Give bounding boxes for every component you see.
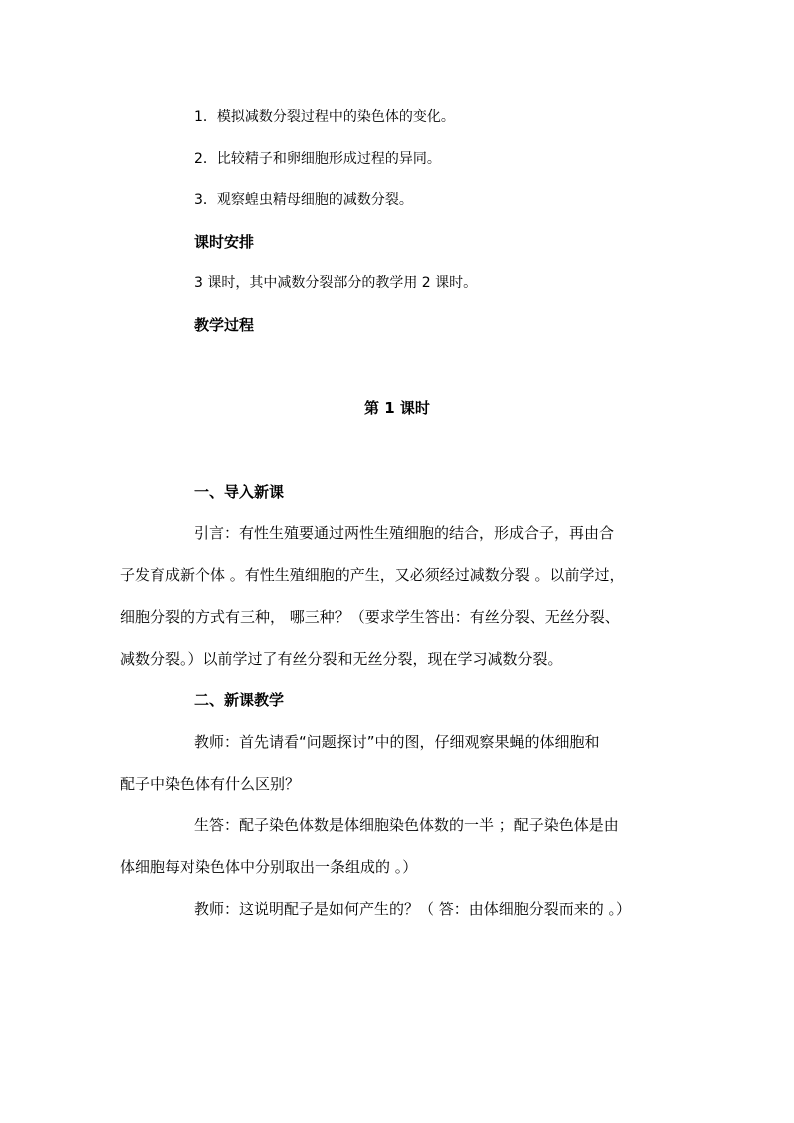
section1-line-4: 减数分裂。）以前学过了有丝分裂和无丝分裂，现在学习减数分裂。 [120,650,563,668]
section1-heading: 一、导入新课 [194,483,285,501]
schedule-heading: 课时安排 [194,233,255,251]
section1-line-3: 细胞分裂的方式有三种， 哪三种？（要求学生答出：有丝分裂、无丝分裂、 [120,608,620,626]
objective-1: 1．模拟减数分裂过程中的染色体的变化。 [194,109,455,125]
lesson-title: 第 1 课时 [364,399,430,417]
teacher-question-2: 教师：这说明配子是如何产生的？（ 答：由体细胞分裂而来的 。） [194,900,632,918]
student-answer-line-2: 体细胞每对染色体中分别取出一条组成的 。） [120,858,418,876]
schedule-text: 3 课时，其中减数分裂部分的教学用 2 课时。 [194,275,478,291]
student-answer-line-1: 生答：配子染色体数是体细胞染色体数的一半 ；配子染色体是由 [194,816,619,834]
section2-heading: 二、新课教学 [194,691,285,709]
process-heading: 教学过程 [194,316,255,334]
teacher-question-line-1: 教师：首先请看“问题探讨”中的图，仔细观察果蝇的体细胞和 [194,733,600,751]
objective-3: 3．观察蝗虫精母细胞的减数分裂。 [194,192,413,208]
objective-2: 2．比较精子和卵细胞形成过程的异同。 [194,151,441,167]
section1-line-1: 引言：有性生殖要通过两性生殖细胞的结合，形成合子，再由合 [194,524,615,542]
teacher-question-line-2: 配子中染色体有什么区别？ [120,775,301,793]
section1-line-2: 子发育成新个体 。有性生殖细胞的产生，又必须经过减数分裂 。以前学过， [120,566,625,584]
